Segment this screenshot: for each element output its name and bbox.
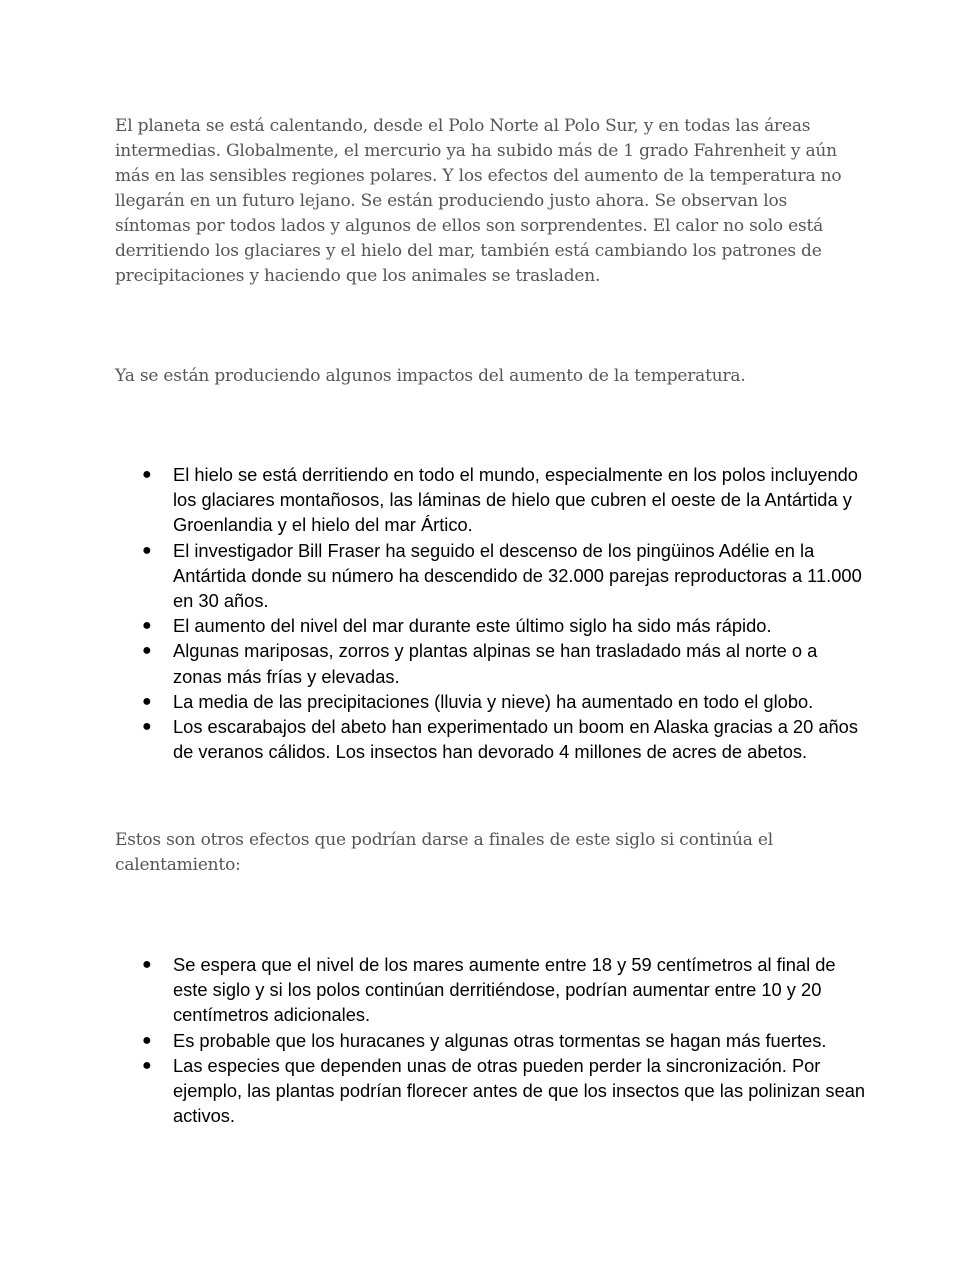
bullet-icon: ● xyxy=(142,642,152,660)
list-item-text: El aumento del nivel del mar durante este último siglo ha sido más rápido. xyxy=(173,615,772,637)
list-item xyxy=(140,538,870,614)
list-item xyxy=(140,952,870,1028)
list-item-text: El hielo se está derritiendo en todo el mundo, especialmente en los polos incluyendo los glaciares montañosos, las láminas de hielo que cubren el oeste de la Antártida y Groenlandia y el hielo del mar Ártico. xyxy=(173,464,858,536)
bullet-icon: ● xyxy=(142,956,152,973)
list-item xyxy=(140,613,870,638)
bullet-icon: ● xyxy=(142,617,152,635)
list-item-text: Algunas mariposas, zorros y plantas alpinas se han trasladado más al norte o a zonas más frías y elevadas. xyxy=(173,640,818,687)
future-effects-bullet-list xyxy=(140,952,870,1128)
impacts-bullet-list xyxy=(140,462,870,764)
list-item-text: Es probable que los huracanes y algunas otras tormentas se hagan más fuertes. xyxy=(173,1029,827,1051)
future-effects-intro-paragraph: Estos son otros efectos que podrían darse a finales de este siglo si continúa el calentamiento: xyxy=(115,830,773,875)
intro-paragraph: El planeta se está calentando, desde el Polo Norte al Polo Sur, y en todas las áreas intermedias. Globalmente, el mercurio ya ha subido más de 1 grado Fahrenheit y aún más en las sensibles regiones polares. Y los efectos del aumento de la temperatura no llegarán en un futuro lejano. Se están produciendo justo ahora. Se observan los síntomas por todos lados y algunos de ellos son sorprendentes. El calor no solo está derritiendo los glaciares y el hielo del mar, también está cambiando los patrones de precipitaciones y haciendo que los animales se trasladen. xyxy=(115,116,842,286)
list-item xyxy=(140,638,870,688)
list-item xyxy=(140,1053,870,1129)
bullet-icon: ● xyxy=(142,1031,152,1049)
list-item-text: Los escarabajos del abeto han experimentado un boom en Alaska gracias a 20 años de veranos cálidos. Los insectos han devorado 4 millones de acres de abetos. xyxy=(173,716,858,763)
bullet-icon: ● xyxy=(142,692,152,710)
bullet-icon: ● xyxy=(142,718,152,736)
list-item xyxy=(140,1028,870,1053)
list-item xyxy=(140,714,870,764)
list-item xyxy=(140,462,870,538)
list-item-text: La media de las precipitaciones (lluvia y nieve) ha aumentado en todo el globo. xyxy=(173,690,814,712)
list-item-text: Se espera que el nivel de los mares aumente entre 18 y 59 centímetros al final de este siglo y si los polos continúan derritiéndose, podrían aumentar entre 10 y 20 centímetros adicionales. xyxy=(173,954,836,1026)
bullet-icon: ● xyxy=(142,541,152,559)
impacts-intro-paragraph: Ya se están produciendo algunos impactos del aumento de la temperatura. xyxy=(115,366,746,386)
bullet-icon: ● xyxy=(142,466,152,483)
list-item xyxy=(140,689,870,714)
list-item-text: El investigador Bill Fraser ha seguido el descenso de los pingüinos Adélie en la Antártida donde su número ha descendido de 32.000 parejas reproductoras a 11.000 en 30 años. xyxy=(173,539,862,612)
list-item-text: Las especies que dependen unas de otras pueden perder la sincronización. Por ejemplo, las plantas podrían florecer antes de que los insectos que las polinizan sean activos. xyxy=(173,1054,866,1127)
bullet-icon: ● xyxy=(142,1056,152,1074)
